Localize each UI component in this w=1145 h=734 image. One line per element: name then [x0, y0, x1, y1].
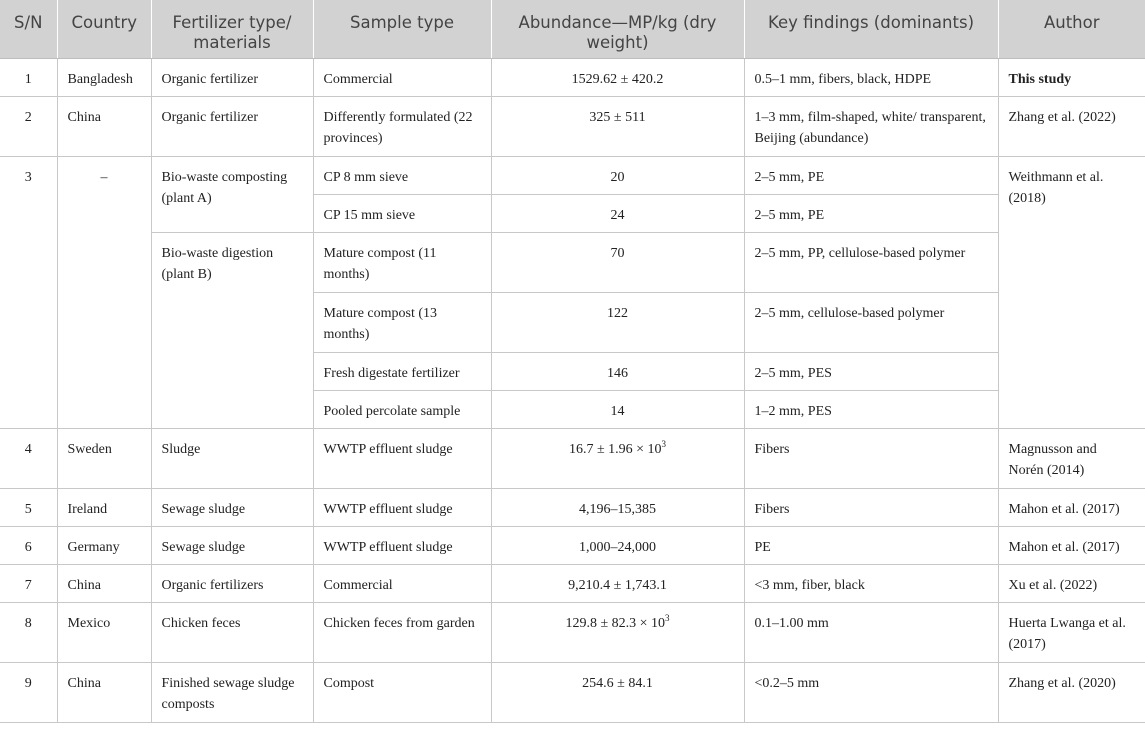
- cell-sample-type: Differently formulated (22 provinces): [313, 96, 491, 156]
- table-row: [0, 564, 1145, 602]
- cell-key-findings: 0.5–1 mm, fibers, black, HDPE: [744, 58, 998, 96]
- cell-abundance: 1529.62 ± 420.2: [491, 58, 744, 96]
- cell-sample-type: CP 15 mm sieve: [313, 194, 491, 232]
- cell-abundance: 254.6 ± 84.1: [491, 662, 744, 722]
- cell-abundance: 70: [491, 232, 744, 292]
- table-row: [0, 488, 1145, 526]
- cell-author: Zhang et al. (2020): [998, 662, 1145, 722]
- cell-sample-type: Commercial: [313, 564, 491, 602]
- cell-sample-type: WWTP effluent sludge: [313, 526, 491, 564]
- abundance-exponent: 3: [665, 612, 670, 623]
- cell-author: Xu et al. (2022): [998, 564, 1145, 602]
- cell-abundance: 4,196–15,385: [491, 488, 744, 526]
- cell-author: Weithmann et al. (2018): [998, 156, 1145, 428]
- table-row: [0, 96, 1145, 156]
- abundance-value: 129.8 ± 82.3 × 10: [565, 615, 666, 631]
- cell-abundance: 325 ± 511: [491, 96, 744, 156]
- cell-fertilizer-type: Sewage sludge: [151, 526, 313, 564]
- cell-sn: 6: [0, 526, 57, 564]
- table-row: [0, 526, 1145, 564]
- cell-abundance: 20: [491, 156, 744, 194]
- cell-sn: 9: [0, 662, 57, 722]
- cell-abundance: 122: [491, 292, 744, 352]
- table-row: [0, 602, 1145, 662]
- cell-key-findings: <0.2–5 mm: [744, 662, 998, 722]
- cell-sample-type: Commercial: [313, 58, 491, 96]
- cell-abundance: 24: [491, 194, 744, 232]
- cell-key-findings: 1–3 mm, film-shaped, white/ transparent, Beijing (abundance): [744, 96, 998, 156]
- cell-author: Zhang et al. (2022): [998, 96, 1145, 156]
- abundance-exponent: 3: [661, 438, 667, 449]
- cell-fertilizer-type: Sludge: [151, 428, 313, 488]
- cell-key-findings: Fibers: [744, 428, 998, 488]
- cell-country: China: [57, 662, 151, 722]
- cell-country: Ireland: [57, 488, 151, 526]
- cell-sample-type: Pooled percolate sample: [313, 390, 491, 428]
- cell-fertilizer-type: Bio-waste composting (plant A): [151, 156, 313, 232]
- cell-key-findings: Fibers: [744, 488, 998, 526]
- cell-author: Mahon et al. (2017): [998, 488, 1145, 526]
- cell-sn: 3: [0, 156, 57, 428]
- cell-key-findings: 2–5 mm, PE: [744, 194, 998, 232]
- cell-country: Bangladesh: [57, 58, 151, 96]
- cell-country: –: [57, 156, 151, 428]
- abundance-value: 16.7 ± 1.96 × 10: [568, 441, 662, 457]
- cell-sn: 1: [0, 58, 57, 96]
- cell-key-findings: <3 mm, fiber, black: [744, 564, 998, 602]
- cell-sample-type: Chicken feces from garden: [313, 602, 491, 662]
- cell-author: This study: [998, 58, 1145, 96]
- cell-key-findings: 1–2 mm, PES: [744, 390, 998, 428]
- table-row: [0, 428, 1145, 488]
- header-row: [0, 0, 1145, 58]
- cell-author: Magnusson and Norén (2014): [998, 428, 1145, 488]
- cell-key-findings: 2–5 mm, PES: [744, 352, 998, 390]
- cell-fertilizer-type: Sewage sludge: [151, 488, 313, 526]
- cell-abundance: 14: [491, 390, 744, 428]
- cell-sn: 5: [0, 488, 57, 526]
- table-row: [0, 156, 1145, 194]
- cell-sample-type: Mature compost (11 months): [313, 232, 491, 292]
- cell-abundance: 9,210.4 ± 1,743.1: [491, 564, 744, 602]
- header-author: Author: [998, 0, 1145, 58]
- table-row: [0, 662, 1145, 722]
- cell-key-findings: 0.1–1.00 mm: [744, 602, 998, 662]
- cell-sample-type: CP 8 mm sieve: [313, 156, 491, 194]
- cell-country: Germany: [57, 526, 151, 564]
- cell-abundance: [491, 428, 744, 488]
- header-fertilizer-type: Fertilizer type/ materials: [151, 0, 313, 58]
- cell-fertilizer-type: Chicken feces: [151, 602, 313, 662]
- header-abundance: Abundance—MP/kg (dry weight): [491, 0, 744, 58]
- cell-country: China: [57, 96, 151, 156]
- cell-sample-type: Fresh digestate fertilizer: [313, 352, 491, 390]
- header-country: Country: [57, 0, 151, 58]
- header-sn: S/N: [0, 0, 57, 58]
- table-row: [0, 232, 1145, 292]
- cell-fertilizer-type: Organic fertilizers: [151, 564, 313, 602]
- cell-author: Huerta Lwanga et al. (2017): [998, 602, 1145, 662]
- cell-sample-type: WWTP effluent sludge: [313, 488, 491, 526]
- cell-fertilizer-type: Organic fertilizer: [151, 58, 313, 96]
- cell-sn: 8: [0, 602, 57, 662]
- cell-sn: 7: [0, 564, 57, 602]
- cell-sn: 2: [0, 96, 57, 156]
- cell-key-findings: 2–5 mm, PP, cellulose-based polymer: [744, 232, 998, 292]
- cell-key-findings: PE: [744, 526, 998, 564]
- cell-fertilizer-type: Bio-waste digestion (plant B): [151, 232, 313, 428]
- cell-abundance: 1,000–24,000: [491, 526, 744, 564]
- cell-sample-type: Mature compost (13 months): [313, 292, 491, 352]
- cell-country: Mexico: [57, 602, 151, 662]
- cell-sn: 4: [0, 428, 57, 488]
- table-row: [0, 58, 1145, 96]
- cell-author: Mahon et al. (2017): [998, 526, 1145, 564]
- cell-abundance: [491, 602, 744, 662]
- header-sample-type: Sample type: [313, 0, 491, 58]
- cell-fertilizer-type: Organic fertilizer: [151, 96, 313, 156]
- cell-sample-type: WWTP effluent sludge: [313, 428, 491, 488]
- cell-key-findings: 2–5 mm, cellulose-based polymer: [744, 292, 998, 352]
- cell-sample-type: Compost: [313, 662, 491, 722]
- cell-country: Sweden: [57, 428, 151, 488]
- header-key-findings: Key findings (dominants): [744, 0, 998, 58]
- cell-country: China: [57, 564, 151, 602]
- cell-key-findings: 2–5 mm, PE: [744, 156, 998, 194]
- cell-abundance: 146: [491, 352, 744, 390]
- cell-fertilizer-type: Finished sewage sludge composts: [151, 662, 313, 722]
